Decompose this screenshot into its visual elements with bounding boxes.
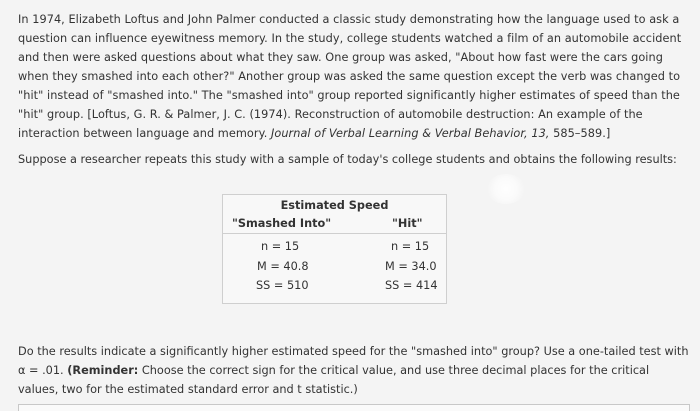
intro-citation-end: 585–589.] xyxy=(549,127,611,140)
screen-glare xyxy=(486,174,526,204)
hit-n: n = 15 xyxy=(391,240,430,253)
intro-paragraph xyxy=(18,10,690,143)
reminder-label: (Reminder: xyxy=(67,364,139,377)
table-header-divider xyxy=(223,233,446,234)
smashed-mean: M = 40.8 xyxy=(257,260,309,273)
table-title: Estimated Speed xyxy=(280,199,389,212)
smashed-ss: SS = 510 xyxy=(256,279,309,292)
intro-text: In 1974, Elizabeth Loftus and John Palmer conducted a classic study demonstrating how the language used to ask a question can influence eyewitness memory. In the study, college students watched a film of an automobile accident and then were asked questions about what they saw. One group was asked, "About how fast were the cars going when they smashed into each other?" Another group was asked the same question except the verb was changed to "hit" instead of "smashed into." The "smashed into" group reported significantly higher estimates of speed than the "hit" group. [Loftus, G. R. & Palmer, J. C. (1974). Reconstruction of automobile destruction: An example of the interaction between language and memory. xyxy=(18,13,682,140)
prompt-question: Do the results indicate a significantly higher estimated speed for the "smashed into" group? Use a one-tailed test with α = .01. xyxy=(18,345,689,377)
column-header-smashed-into: "Smashed Into" xyxy=(232,217,332,230)
hit-mean: M = 34.0 xyxy=(385,260,437,273)
smashed-n: n = 15 xyxy=(261,240,300,253)
prompt-text xyxy=(18,342,690,399)
question-text: Suppose a researcher repeats this study with a sample of today's college students and obtains the following results: xyxy=(18,153,677,166)
column-header-hit: "Hit" xyxy=(392,217,423,230)
prompt-instructions: Choose the correct sign for the critical value, and use three decimal places for the critical values, two for the estimated standard error and t statistic.) xyxy=(18,364,650,396)
hit-ss: SS = 414 xyxy=(385,279,438,292)
journal-name: Journal of Verbal Learning & Verbal Behavior, 13, xyxy=(270,127,550,140)
results-table xyxy=(222,194,447,304)
